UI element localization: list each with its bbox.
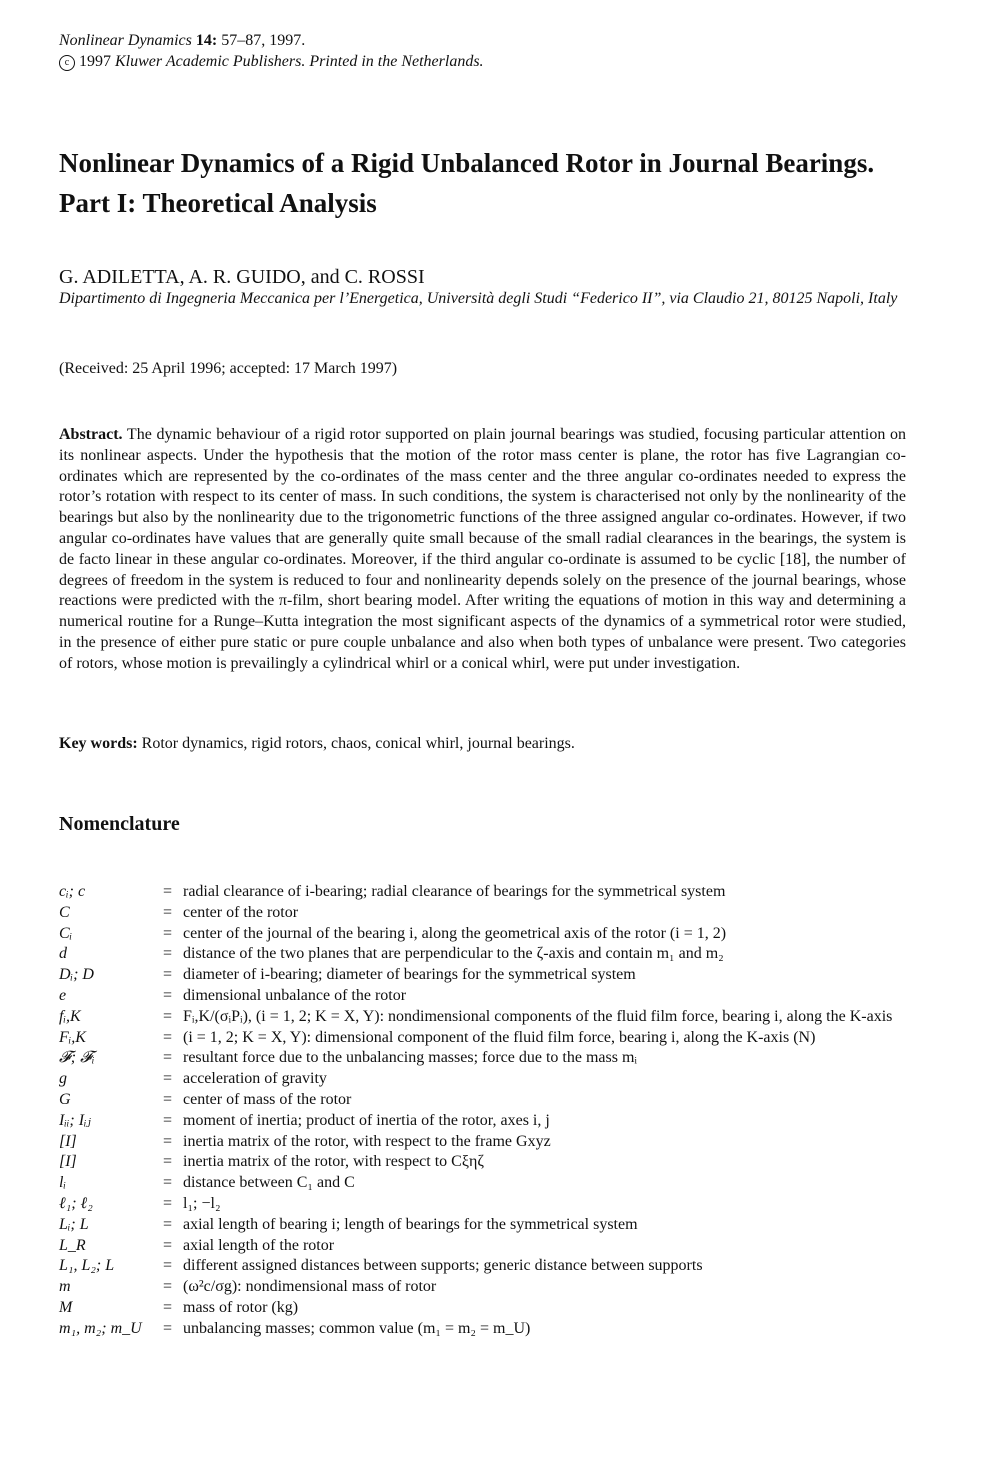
nomenclature-row	[59, 924, 906, 945]
paper-title: Nonlinear Dynamics of a Rigid Unbalanced Rotor in Journal Bearings. Part I: Theoretical Analysis	[59, 148, 875, 218]
nomenclature-definition: moment of inertia; product of inertia of the rotor, axes i, j	[183, 1111, 550, 1129]
nomenclature-symbol: 𝓕; 𝓕ᵢ	[59, 1049, 95, 1067]
copyright-icon: c	[59, 55, 75, 71]
nomenclature-symbol: G	[59, 1090, 71, 1108]
nomenclature-row	[59, 1152, 906, 1173]
publisher: Kluwer Academic Publishers. Printed in the Netherlands.	[115, 53, 484, 70]
journal-volume: 14:	[195, 32, 218, 49]
nomenclature-definition: mass of rotor (kg)	[183, 1298, 299, 1316]
nomenclature-definition: diameter of i-bearing; diameter of bearings for the symmetrical system	[183, 966, 636, 984]
nomenclature-row	[59, 1277, 906, 1298]
nomenclature-equals: =	[163, 986, 173, 1004]
nomenclature-equals: =	[163, 1174, 173, 1192]
keywords-text: Rotor dynamics, rigid rotors, chaos, conical whirl, journal bearings.	[141, 735, 575, 752]
nomenclature-equals: =	[163, 924, 173, 942]
nomenclature-definition: axial length of the rotor	[183, 1236, 335, 1254]
nomenclature-equals: =	[163, 1278, 173, 1296]
copyright-year: 1997	[79, 53, 111, 70]
nomenclature-symbol: m₁, m₂; m_U	[59, 1319, 142, 1337]
nomenclature-equals: =	[163, 1298, 173, 1316]
received-dates: (Received: 25 April 1996; accepted: 17 March 1997)	[59, 360, 398, 377]
nomenclature-heading: Nomenclature	[59, 813, 180, 835]
nomenclature-symbol: fᵢ,K	[59, 1007, 81, 1025]
nomenclature-definition: (i = 1, 2; K = X, Y): dimensional component of the fluid film force, bearing i, along the K-axis (N)	[183, 1028, 816, 1046]
nomenclature-row	[59, 1132, 906, 1153]
nomenclature-row	[59, 1069, 906, 1090]
nomenclature-row	[59, 1173, 906, 1194]
nomenclature-symbol: [I]	[59, 1132, 77, 1150]
paper-page	[59, 30, 906, 1337]
nomenclature-row	[59, 986, 906, 1007]
nomenclature-row	[59, 1236, 906, 1257]
nomenclature-row	[59, 1256, 906, 1277]
nomenclature-symbol: [I]	[59, 1153, 77, 1171]
nomenclature-list	[59, 882, 906, 1340]
nomenclature-equals: =	[163, 1132, 173, 1150]
nomenclature-row	[59, 903, 906, 924]
nomenclature-row	[59, 1111, 906, 1132]
nomenclature-row	[59, 1090, 906, 1111]
nomenclature-symbol: e	[59, 986, 67, 1004]
nomenclature-symbol: L_R	[59, 1236, 86, 1254]
nomenclature-symbol: L₁, L₂; L	[59, 1257, 115, 1275]
journal-header	[59, 30, 906, 72]
nomenclature-symbol: cᵢ; c	[59, 883, 86, 900]
nomenclature-symbol: C	[59, 903, 70, 921]
nomenclature-symbol: d	[59, 945, 67, 963]
nomenclature-equals: =	[163, 1236, 173, 1254]
nomenclature-equals: =	[163, 1319, 173, 1337]
nomenclature-equals: =	[163, 1111, 173, 1129]
nomenclature-definition: unbalancing masses; common value (m₁ = m₂ = m_U)	[183, 1319, 531, 1337]
copyright-line	[59, 51, 906, 72]
nomenclature-definition: dimensional unbalance of the rotor	[183, 986, 407, 1004]
authors: G. ADILETTA, A. R. GUIDO, and C. ROSSI	[59, 266, 425, 288]
nomenclature-definition: different assigned distances between supports; generic distance between supports	[183, 1257, 703, 1275]
journal-name: Nonlinear Dynamics	[59, 32, 192, 49]
nomenclature-equals: =	[163, 903, 173, 921]
journal-citation	[59, 30, 906, 51]
nomenclature-symbol: lᵢ	[59, 1174, 66, 1192]
nomenclature-definition: distance between C₁ and C	[183, 1174, 355, 1192]
nomenclature-symbol: Lᵢ; L	[59, 1215, 89, 1233]
nomenclature-definition: Fᵢ,K/(σᵢPᵢ), (i = 1, 2; K = X, Y): nondimensional components of the fluid film force, bearing i, along the K-axis	[183, 1007, 893, 1025]
nomenclature-definition: resultant force due to the unbalancing masses; force due to the mass mᵢ	[183, 1049, 638, 1067]
nomenclature-row	[59, 1007, 906, 1028]
nomenclature-definition: center of mass of the rotor	[183, 1090, 352, 1108]
nomenclature-equals: =	[163, 966, 173, 984]
nomenclature-equals: =	[163, 1215, 173, 1233]
nomenclature-row	[59, 1028, 906, 1049]
nomenclature-symbol: ℓ₁; ℓ₂	[59, 1194, 93, 1212]
nomenclature-equals: =	[163, 1070, 173, 1088]
nomenclature-symbol: g	[59, 1070, 67, 1088]
nomenclature-row	[59, 1298, 906, 1319]
keywords	[59, 733, 575, 755]
nomenclature-row	[59, 1048, 906, 1069]
affiliation: Dipartimento di Ingegneria Meccanica per l’Energetica, Università degli Studi “Federico II”, via Claudio 21, 80125 Napoli, Italy	[59, 290, 898, 307]
nomenclature-definition: inertia matrix of the rotor, with respect to Cξηζ	[183, 1153, 484, 1171]
nomenclature-row	[59, 965, 906, 986]
abstract-text: The dynamic behaviour of a rigid rotor supported on plain journal bearings was studied, focusing particular attention on its nonlinear aspects. Under the hypothesis that the motion of the rotor mass center is plane, the rotor has five Lagrangian co-ordinates which are represented by the co-ordinates of the mass center and the three angular co-ordinates needed to express the rotor’s rotation with respect to its center of mass. In such conditions, the system is characterised not only by the nonlinearity of the bearings but also by the nonlinearity due to the trigonometric functions of the three assigned angular co-ordinates. However, if two angular co-ordinates have values that are generally quite small because of the small radial clearances in the bearings, the system is de facto linear in these angular co-ordinates. Moreover, if the third angular co-ordinate is assumed to be cyclic [18], the number of degrees of freedom in the system is reduced to four and nonlinearity depends solely on the presence of the journal bearings, whose reactions were predicted with the π-film, short bearing model. After writing the equations of motion in this way and determining a numerical routine for a Runge–Kutta integration the most significant aspects of the dynamics of a symmetrical rotor were studied, in the presence of either pure static or pure couple unbalance and also when both types of unbalance were present. Two categories of rotors, whose motion is prevailingly a cylindrical whirl or a conical whirl, were put under investigation.	[59, 426, 906, 672]
nomenclature-equals: =	[163, 883, 173, 900]
nomenclature-equals: =	[163, 945, 173, 963]
nomenclature-definition: acceleration of gravity	[183, 1070, 327, 1088]
journal-pages-year: 57–87, 1997.	[221, 32, 306, 49]
nomenclature-definition: inertia matrix of the rotor, with respect to the frame Gxyz	[183, 1132, 551, 1150]
nomenclature-definition: center of the rotor	[183, 903, 299, 921]
nomenclature-symbol: Iᵢᵢ; Iᵢⱼ	[59, 1111, 91, 1129]
nomenclature-definition: (ω²c/σg): nondimensional mass of rotor	[183, 1278, 437, 1296]
nomenclature-equals: =	[163, 1028, 173, 1046]
nomenclature-row	[59, 882, 906, 903]
nomenclature-symbol: M	[59, 1298, 73, 1316]
nomenclature-definition: axial length of bearing i; length of bearings for the symmetrical system	[183, 1215, 638, 1233]
nomenclature-symbol: Cᵢ	[59, 924, 73, 942]
nomenclature-symbol: Fᵢ,K	[59, 1028, 86, 1046]
nomenclature-row	[59, 944, 906, 965]
nomenclature-equals: =	[163, 1049, 173, 1067]
nomenclature-symbol: m	[59, 1278, 71, 1296]
nomenclature-equals: =	[163, 1153, 173, 1171]
nomenclature-definition: radial clearance of i-bearing; radial clearance of bearings for the symmetrical system	[183, 883, 726, 900]
nomenclature-definition: l₁; −l₂	[183, 1194, 221, 1212]
nomenclature-equals: =	[163, 1194, 173, 1212]
nomenclature-equals: =	[163, 1007, 173, 1025]
abstract	[59, 425, 906, 675]
nomenclature-row	[59, 1194, 906, 1215]
nomenclature-symbol: Dᵢ; D	[59, 966, 94, 984]
nomenclature-row	[59, 1319, 906, 1340]
nomenclature-equals: =	[163, 1090, 173, 1108]
nomenclature-equals: =	[163, 1257, 173, 1275]
nomenclature-definition: center of the journal of the bearing i, along the geometrical axis of the rotor (i = 1, 2)	[183, 924, 727, 942]
keywords-label: Key words:	[59, 735, 138, 752]
nomenclature-definition: distance of the two planes that are perpendicular to the ζ-axis and contain m₁ and m₂	[183, 945, 724, 963]
nomenclature-row	[59, 1215, 906, 1236]
abstract-label: Abstract.	[59, 426, 123, 443]
